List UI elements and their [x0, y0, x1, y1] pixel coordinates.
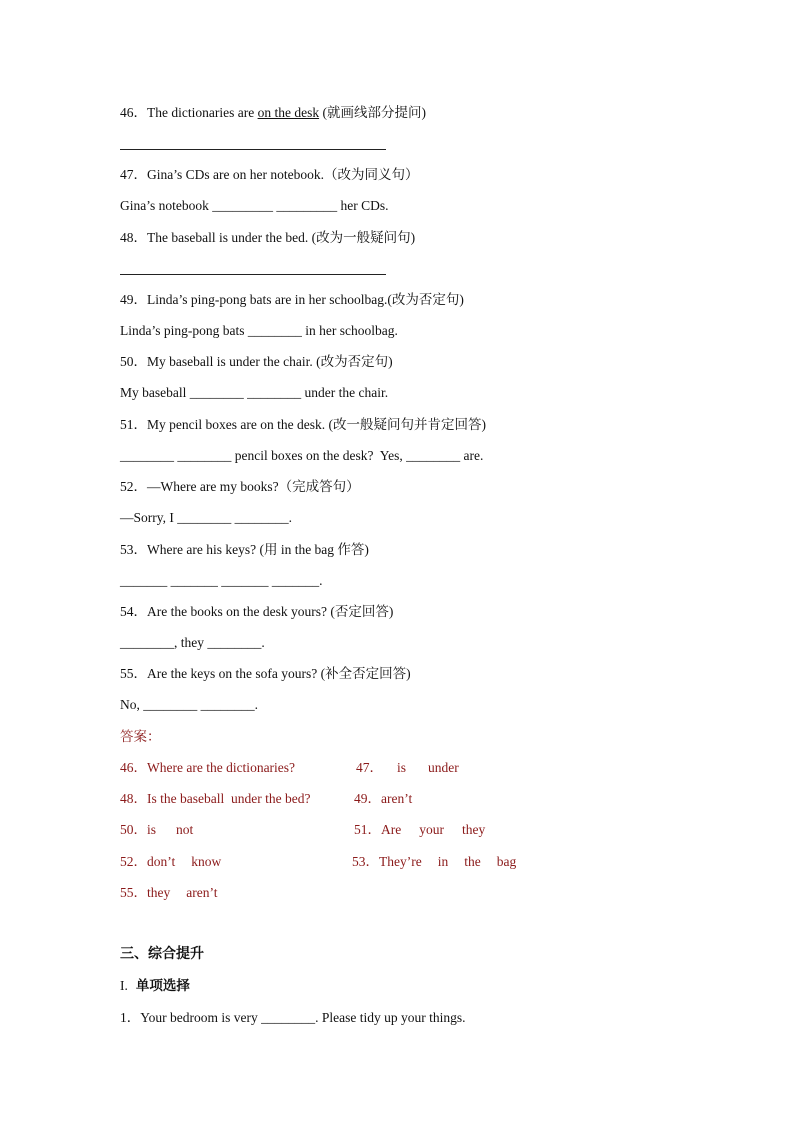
- q51-answer-line: ________ ________ pencil boxes on the desk? Yes, ________ are.: [120, 448, 484, 463]
- answer-52: [120, 853, 221, 871]
- a52-word-1: don’t: [147, 854, 176, 869]
- q46-number: 46．: [120, 105, 147, 120]
- question-47: 47．Gina’s CDs are on her notebook.（改为同义句）: [120, 167, 419, 182]
- subtitle-number: I.: [120, 978, 128, 993]
- question-48: 48．The baseball is under the bed. (改为一般疑问句): [120, 230, 416, 245]
- a53-word-2: in: [437, 854, 449, 869]
- a53-word-4: bag: [496, 854, 517, 869]
- answer-53: [352, 853, 516, 871]
- question-53: 53．Where are his keys? (用 in the bag 作答): [120, 542, 369, 557]
- a52-number: 52．: [120, 854, 147, 869]
- q52-answer-line: —Sorry, I ________ ________.: [120, 510, 292, 525]
- section-3-subtitle: [120, 977, 190, 995]
- a51-word-1: Are: [381, 822, 402, 837]
- question-50: 50．My baseball is under the chair. (改为否定句): [120, 354, 393, 369]
- a49-word-1: aren’t: [381, 791, 413, 806]
- a47-word-1: is: [397, 760, 407, 775]
- q46-pre: The dictionaries are: [147, 105, 258, 120]
- a50-number: 50．: [120, 822, 147, 837]
- q53-answer-line: _______ _______ _______ _______.: [120, 573, 323, 588]
- answer-55: [120, 884, 217, 902]
- a55-word-1: they: [147, 885, 171, 900]
- section-3-title: 三、综合提升: [120, 947, 204, 962]
- question-51: 51．My pencil boxes are on the desk. (改一般疑问句并肯定回答): [120, 417, 486, 432]
- q49-answer-line: Linda’s ping-pong bats ________ in her schoolbag.: [120, 323, 398, 338]
- a47-number: 47．: [356, 760, 383, 775]
- answers-heading: 答案：: [120, 729, 161, 744]
- a51-word-3: they: [462, 822, 486, 837]
- a51-number: 51．: [354, 822, 381, 837]
- a55-number: 55．: [120, 885, 147, 900]
- answer-46: 46．Where are the dictionaries?: [120, 760, 296, 775]
- answer-49: [354, 790, 412, 808]
- q48-answer-rule: [120, 274, 386, 275]
- subtitle-text: 单项选择: [135, 978, 190, 993]
- q54-answer-line: ________, they ________.: [120, 635, 265, 650]
- a53-word-1: They’re: [379, 854, 422, 869]
- question-55: 55．Are the keys on the sofa yours? (补全否定回答): [120, 666, 411, 681]
- a53-word-3: the: [464, 854, 481, 869]
- q46-underlined: on the desk: [257, 105, 320, 120]
- a55-word-2: aren’t: [186, 885, 218, 900]
- q46-post: (就画线部分提问): [319, 105, 426, 120]
- q47-answer-line: Gina’s notebook _________ _________ her CDs.: [120, 198, 389, 213]
- a47-word-2: under: [428, 760, 459, 775]
- answer-51: [354, 821, 485, 839]
- answer-48: 48．Is the baseball under the bed?: [120, 791, 311, 806]
- question-54: 54．Are the books on the desk yours? (否定回答): [120, 604, 394, 619]
- a52-word-2: know: [191, 854, 222, 869]
- a49-number: 49．: [354, 791, 381, 806]
- answer-47: [356, 759, 459, 777]
- q55-answer-line: No, ________ ________.: [120, 697, 258, 712]
- a53-number: 53．: [352, 854, 379, 869]
- a51-word-2: your: [419, 822, 444, 837]
- question-52: 52．—Where are my books?（完成答句）: [120, 479, 360, 494]
- q50-answer-line: My baseball ________ ________ under the chair.: [120, 385, 389, 400]
- question-46: [120, 104, 426, 122]
- a50-word-2: not: [176, 822, 194, 837]
- section-3-question-1: 1．Your bedroom is very ________. Please tidy up your things.: [120, 1010, 466, 1025]
- a50-word-1: is: [147, 822, 157, 837]
- answer-50: [120, 821, 193, 839]
- question-49: 49．Linda’s ping-pong bats are in her schoolbag.(改为否定句): [120, 292, 464, 307]
- q46-answer-rule: [120, 149, 386, 150]
